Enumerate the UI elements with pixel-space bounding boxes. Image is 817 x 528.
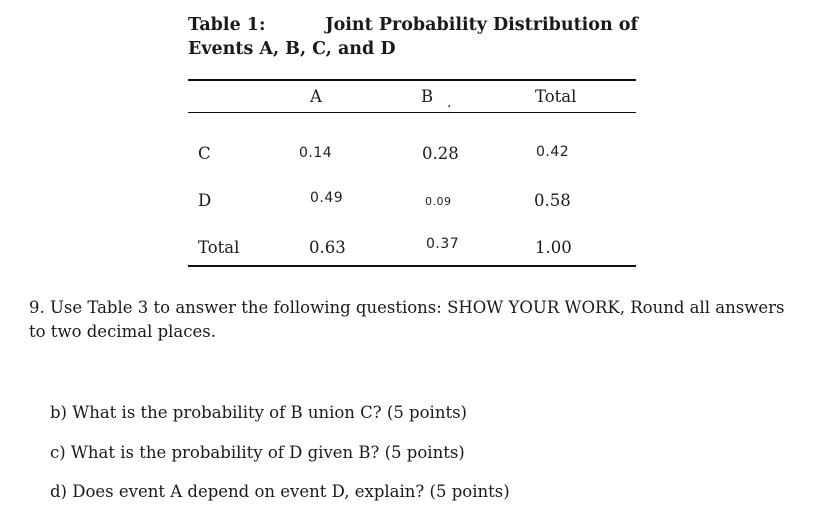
table-bottom-rule	[188, 265, 636, 267]
cell-d-a-handwritten: 0.49	[310, 190, 344, 206]
row-label-total: Total	[198, 238, 240, 257]
column-header-total: Total	[535, 87, 577, 106]
cell-c-total-handwritten: 0.42	[536, 144, 570, 160]
caption-title-part2: Events A, B, C, and D	[188, 39, 396, 59]
table-top-rule	[188, 79, 636, 81]
cell-total-total: 1.00	[535, 238, 572, 257]
column-header-a: A	[310, 87, 322, 106]
row-label-c: C	[198, 144, 211, 163]
caption-title-part1: Joint Probability Distribution of	[325, 15, 638, 35]
subquestion-d: d) Does event A depend on event D, explain? (5 points)	[50, 482, 510, 501]
table-caption	[188, 13, 648, 61]
cell-c-a-handwritten: 0.14	[299, 145, 333, 161]
cell-total-b-handwritten: 0.37	[426, 236, 460, 252]
cell-d-total: 0.58	[534, 191, 571, 210]
caption-line-1	[188, 13, 638, 37]
cell-c-b: 0.28	[422, 144, 459, 163]
question-9-text: 9. Use Table 3 to answer the following questions: SHOW YOUR WORK, Round all answers to two decimal places.	[29, 298, 785, 341]
cell-d-b-handwritten: 0.09	[425, 195, 452, 208]
table-header-rule	[188, 112, 636, 113]
column-header-b-mark: .	[447, 95, 452, 111]
subquestion-c: c) What is the probability of D given B? (5 points)	[50, 443, 465, 462]
column-header-b: B	[421, 87, 434, 106]
cell-total-a: 0.63	[309, 238, 346, 257]
caption-label: Table 1:	[188, 15, 266, 35]
row-label-d: D	[198, 191, 212, 210]
subquestion-b: b) What is the probability of B union C? (5 points)	[50, 403, 467, 422]
